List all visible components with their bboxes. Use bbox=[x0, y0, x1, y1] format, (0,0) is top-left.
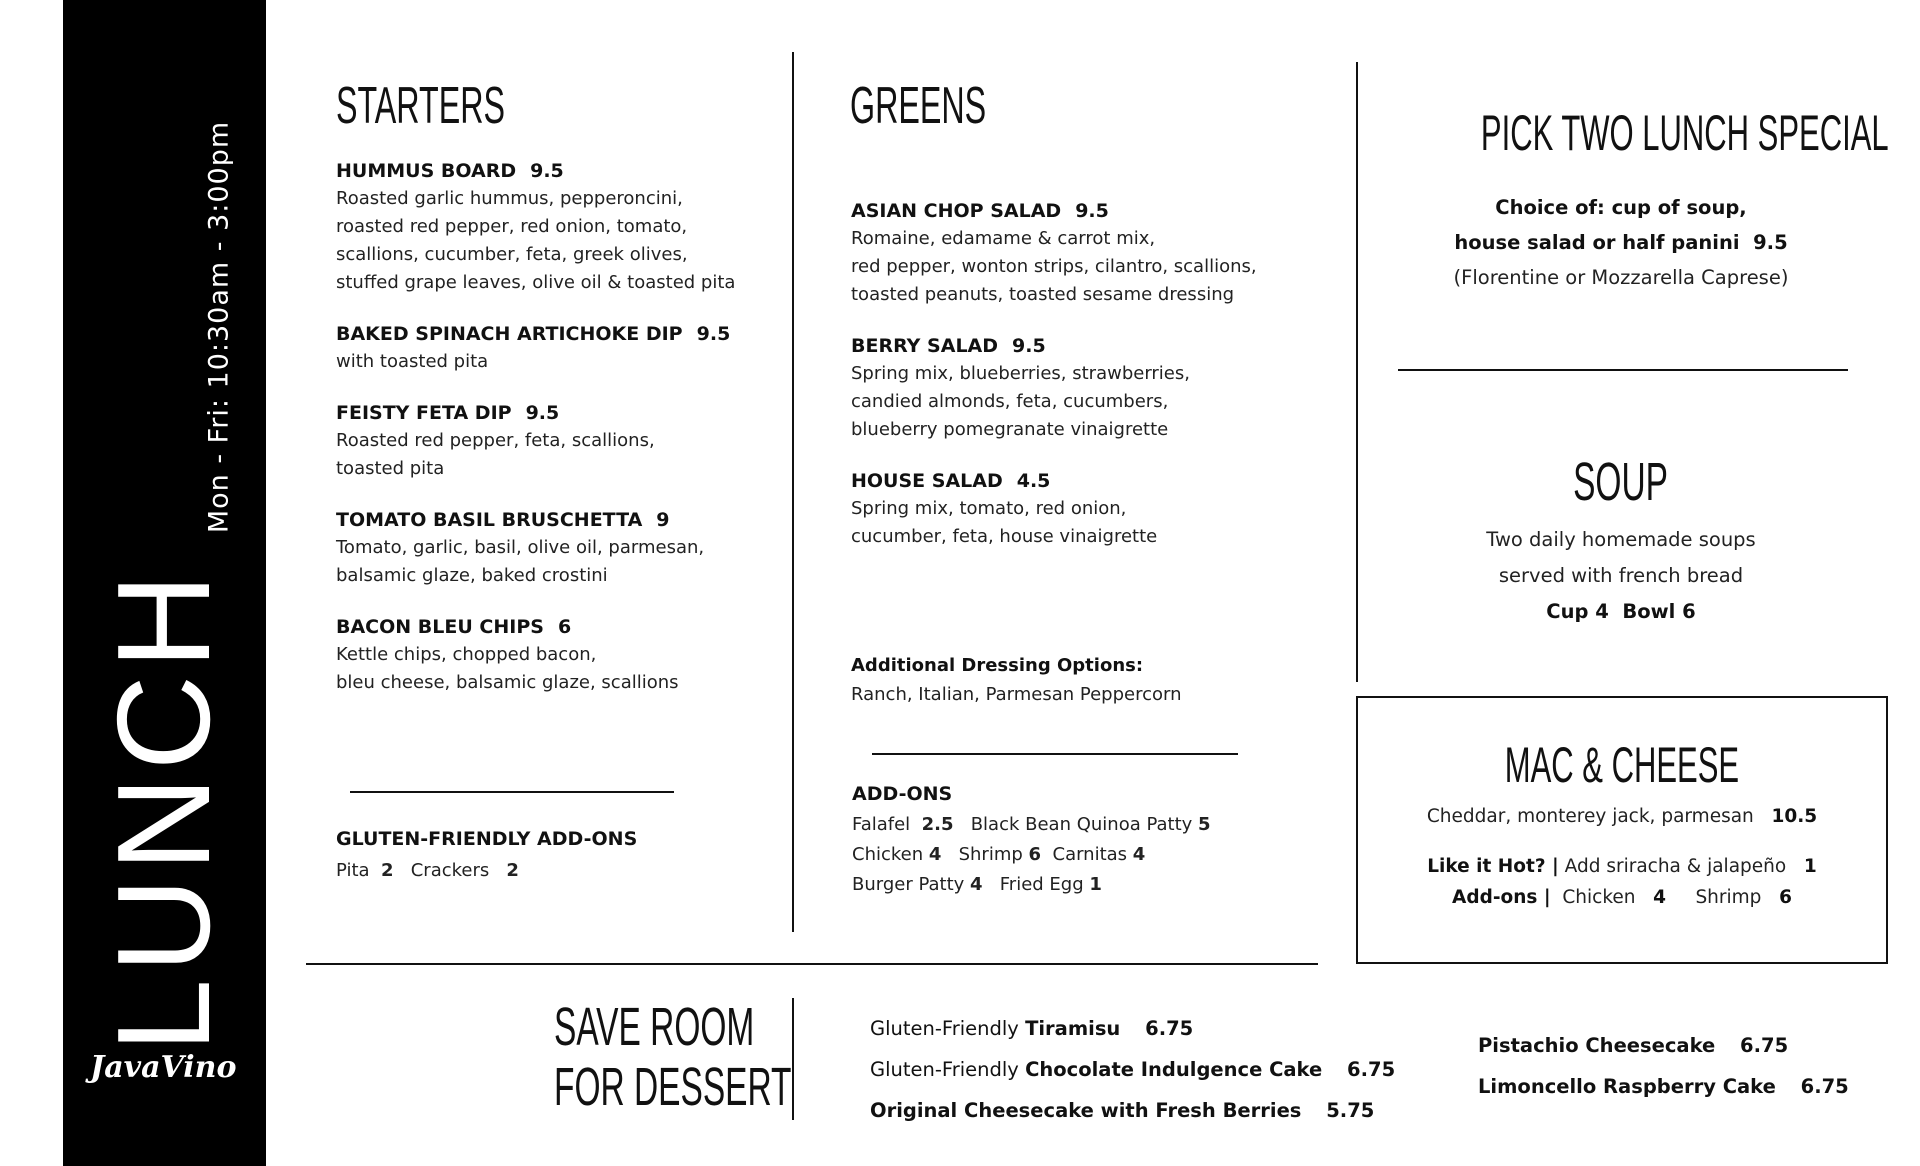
dressing-heading: Additional Dressing Options: bbox=[851, 655, 1144, 676]
starter-item-bacon-chips bbox=[336, 616, 776, 697]
item-name: BAKED SPINACH ARTICHOKE DIP bbox=[336, 323, 683, 345]
item-price: 9.5 bbox=[525, 402, 560, 424]
soup-line2: served with french bread bbox=[1498, 564, 1744, 587]
pick-two-line2: house salad or half panini bbox=[1454, 231, 1740, 254]
dessert-prefix: Gluten-Friendly bbox=[870, 1017, 1019, 1040]
pick-two-line1: Choice of: cup of soup, bbox=[1495, 196, 1747, 219]
dessert-item bbox=[1478, 1025, 1849, 1066]
item-desc-line: scallions, cucumber, feta, greek olives, bbox=[336, 244, 688, 265]
dessert-item bbox=[870, 1090, 1395, 1131]
item-desc-line: bleu cheese, balsamic glaze, scallions bbox=[336, 672, 679, 693]
dessert-divider bbox=[306, 963, 1318, 965]
item-desc-line: toasted pita bbox=[336, 458, 445, 479]
item-name: HUMMUS BOARD bbox=[336, 160, 517, 182]
item-price: 9.5 bbox=[1075, 200, 1109, 222]
item-desc-line: Spring mix, tomato, red onion, bbox=[851, 498, 1127, 519]
item-name: HOUSE SALAD bbox=[851, 470, 1003, 492]
hot-desc: Add sriracha & jalapeño bbox=[1564, 856, 1787, 877]
item-name: TOMATO BASIL BRUSCHETTA bbox=[336, 509, 643, 531]
mac-heading-wrap bbox=[1356, 737, 1888, 793]
item-desc-line: Spring mix, blueberries, strawberries, bbox=[851, 363, 1190, 384]
item-desc-line: candied almonds, feta, cucumbers, bbox=[851, 391, 1169, 412]
item-price: 9.5 bbox=[1012, 335, 1046, 357]
addon-price: 4 bbox=[1653, 887, 1667, 908]
dessert-prefix: Gluten-Friendly bbox=[870, 1058, 1019, 1081]
cup-price: 4 bbox=[1595, 600, 1609, 623]
greens-item-house bbox=[851, 470, 1291, 551]
item-price: 4.5 bbox=[1016, 470, 1051, 492]
greens-addons-heading: ADD-ONS bbox=[852, 783, 953, 805]
soup-heading-wrap bbox=[1356, 452, 1886, 512]
dessert-price: 6.75 bbox=[1740, 1034, 1789, 1057]
dessert-list-right bbox=[1478, 1025, 1849, 1107]
mac-price: 10.5 bbox=[1771, 806, 1818, 827]
soup-body bbox=[1356, 522, 1886, 630]
dessert-name: Pistachio Cheesecake bbox=[1478, 1034, 1716, 1057]
pick-two-heading-wrap bbox=[1356, 105, 1889, 161]
addon-price: 2.5 bbox=[921, 814, 954, 835]
hours-text: Mon - Fri: 10:30am - 3:00pm bbox=[203, 120, 235, 534]
addon-name: Shrimp bbox=[958, 844, 1023, 865]
item-desc-line: Kettle chips, chopped bacon, bbox=[336, 644, 597, 665]
item-desc-line: blueberry pomegranate vinaigrette bbox=[851, 419, 1169, 440]
item-desc-line: toasted peanuts, toasted sesame dressing bbox=[851, 284, 1235, 305]
item-desc-line: balsamic glaze, baked crostini bbox=[336, 565, 608, 586]
bowl-label: Bowl bbox=[1622, 600, 1676, 623]
item-desc-line: Romaine, edamame & carrot mix, bbox=[851, 228, 1156, 249]
greens-item-berry bbox=[851, 335, 1291, 444]
item-price: 9.5 bbox=[696, 323, 731, 345]
divider bbox=[872, 753, 1238, 755]
item-desc-line: Roasted red pepper, feta, scallions, bbox=[336, 430, 655, 451]
mac-desc: Cheddar, monterey jack, parmesan bbox=[1426, 806, 1754, 827]
dessert-list-left bbox=[870, 1008, 1395, 1131]
column-divider bbox=[792, 52, 794, 932]
addon-name: Burger Patty bbox=[852, 874, 965, 895]
addon-price: 6 bbox=[1779, 887, 1792, 908]
addon-name: Fried Egg bbox=[999, 874, 1084, 895]
hot-price: 1 bbox=[1803, 856, 1817, 877]
cup-label: Cup bbox=[1546, 600, 1589, 623]
item-desc-line: red pepper, wonton strips, cilantro, scallions, bbox=[851, 256, 1257, 277]
soup-heading: SOUP bbox=[1573, 452, 1669, 512]
dessert-name: Original Cheesecake with Fresh Berries bbox=[870, 1099, 1302, 1122]
addon-price: 4 bbox=[970, 874, 983, 895]
pick-two-line3: (Florentine or Mozzarella Caprese) bbox=[1453, 266, 1789, 289]
lunch-title: LUNCH bbox=[90, 567, 237, 1053]
pick-two-heading: PICK TWO LUNCH SPECIAL bbox=[1480, 105, 1889, 161]
starter-item-hummus bbox=[336, 160, 776, 297]
addon-price: 4 bbox=[1132, 844, 1146, 865]
item-price: 9 bbox=[656, 509, 670, 531]
addon-name: Falafel bbox=[852, 814, 911, 835]
item-price: 9.5 bbox=[530, 160, 564, 182]
addon-name: Carnitas bbox=[1052, 844, 1128, 865]
dessert-price: 6.75 bbox=[1800, 1075, 1849, 1098]
soup-line1: Two daily homemade soups bbox=[1486, 528, 1756, 551]
dessert-item bbox=[1478, 1066, 1849, 1107]
hot-label: Like it Hot? | bbox=[1427, 856, 1559, 877]
mac-heading: MAC & CHEESE bbox=[1504, 737, 1740, 793]
addon-name: Black Bean Quinoa Patty bbox=[970, 814, 1193, 835]
pick-two-price: 9.5 bbox=[1753, 231, 1788, 254]
addon-name: Crackers bbox=[410, 860, 490, 881]
item-desc-line: Tomato, garlic, basil, olive oil, parmesan, bbox=[336, 537, 705, 558]
item-name: FEISTY FETA DIP bbox=[336, 402, 512, 424]
addon-price: 1 bbox=[1089, 874, 1102, 895]
mac-hot-line bbox=[1356, 856, 1888, 877]
greens-item-asian-chop bbox=[851, 200, 1291, 309]
starter-item-spinach-dip bbox=[336, 323, 776, 376]
mac-addons-line bbox=[1356, 887, 1888, 908]
dessert-item bbox=[870, 1049, 1395, 1090]
item-name: BERRY SALAD bbox=[851, 335, 999, 357]
bowl-price: 6 bbox=[1682, 600, 1696, 623]
item-desc-line: Roasted garlic hummus, pepperoncini, bbox=[336, 188, 683, 209]
divider bbox=[350, 791, 674, 793]
dessert-column-divider bbox=[792, 998, 794, 1120]
item-desc-line: roasted red pepper, red onion, tomato, bbox=[336, 216, 688, 237]
starters-list bbox=[336, 160, 776, 697]
javavino-logo: JavaVino bbox=[90, 1050, 237, 1085]
gluten-addons-heading: GLUTEN-FRIENDLY ADD-ONS bbox=[336, 828, 638, 850]
addon-price: 4 bbox=[928, 844, 942, 865]
item-desc-line: cucumber, feta, house vinaigrette bbox=[851, 526, 1158, 547]
starter-item-bruschetta bbox=[336, 509, 776, 590]
addon-name: Chicken bbox=[1562, 887, 1636, 908]
mac-addons-label: Add-ons | bbox=[1452, 887, 1551, 908]
pick-two-body bbox=[1356, 190, 1886, 295]
greens-heading: GREENS bbox=[850, 77, 987, 135]
dessert-name: Tiramisu bbox=[1025, 1017, 1121, 1040]
dessert-heading-wrap bbox=[440, 997, 792, 1117]
gluten-addons-list bbox=[336, 857, 519, 885]
addon-name: Shrimp bbox=[1695, 887, 1762, 908]
addon-name: Chicken bbox=[852, 844, 924, 865]
dessert-name: Limoncello Raspberry Cake bbox=[1478, 1075, 1776, 1098]
item-price: 6 bbox=[557, 616, 572, 638]
addon-price: 5 bbox=[1198, 814, 1211, 835]
dessert-price: 5.75 bbox=[1326, 1099, 1375, 1122]
item-desc-line: with toasted pita bbox=[336, 351, 489, 372]
addon-price: 2 bbox=[506, 860, 519, 881]
addon-name: Pita bbox=[336, 860, 370, 881]
dessert-heading-line1: SAVE ROOM bbox=[554, 997, 755, 1057]
dressing-options: Ranch, Italian, Parmesan Peppercorn bbox=[851, 684, 1182, 705]
starter-item-feta-dip bbox=[336, 402, 776, 483]
divider bbox=[1398, 369, 1848, 371]
dessert-price: 6.75 bbox=[1145, 1017, 1194, 1040]
greens-addons-list bbox=[852, 810, 1211, 900]
addon-price: 6 bbox=[1028, 844, 1042, 865]
dessert-price: 6.75 bbox=[1347, 1058, 1396, 1081]
mac-desc-line bbox=[1356, 806, 1888, 827]
addon-price: 2 bbox=[381, 860, 394, 881]
item-name: BACON BLEU CHIPS bbox=[336, 616, 544, 638]
item-desc-line: stuffed grape leaves, olive oil & toasted pita bbox=[336, 272, 736, 293]
dessert-heading-line2: FOR DESSERT bbox=[554, 1057, 792, 1117]
greens-list bbox=[851, 200, 1291, 551]
starters-heading: STARTERS bbox=[336, 77, 505, 135]
dessert-item bbox=[870, 1008, 1395, 1049]
dessert-name: Chocolate Indulgence Cake bbox=[1025, 1058, 1323, 1081]
item-name: ASIAN CHOP SALAD bbox=[851, 200, 1062, 222]
